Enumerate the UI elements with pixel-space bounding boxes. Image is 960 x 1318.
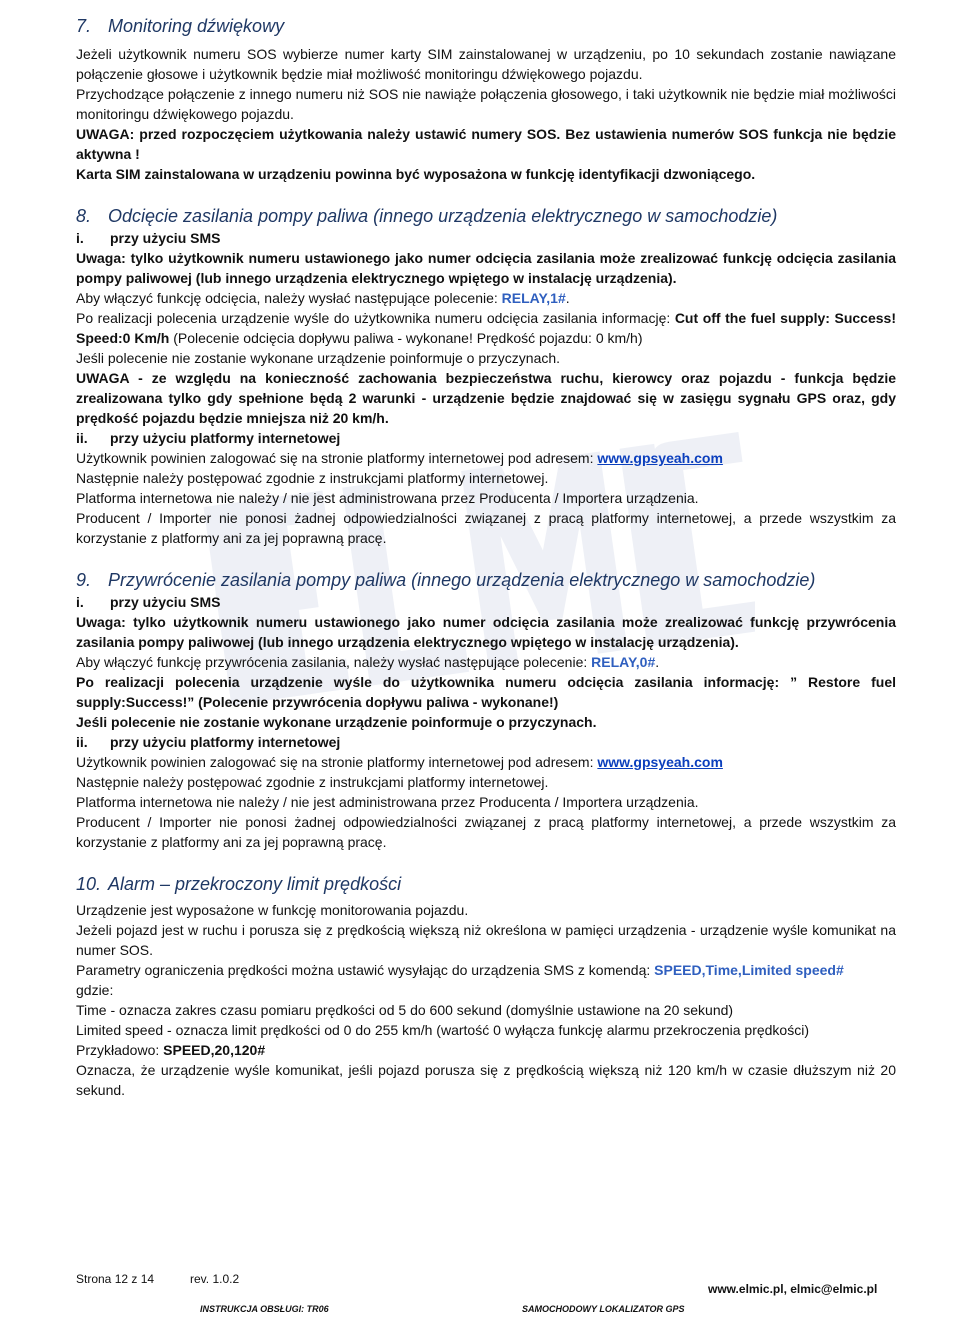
paragraph	[76, 960, 896, 980]
sms-command: RELAY,0#	[591, 654, 656, 670]
subheading-number: ii.	[76, 430, 88, 446]
punctuation: .	[655, 654, 660, 670]
revision: rev. 1.0.2	[190, 1272, 240, 1286]
sms-command: SPEED,Time,Limited speed#	[654, 962, 844, 978]
section-heading	[76, 204, 896, 228]
punctuation: .	[565, 290, 570, 306]
subheading-text: przy użyciu platformy internetowej	[110, 430, 341, 446]
paragraph: Jeśli polecenie nie zostanie wykonane urządzenie poinformuje o przyczynach.	[76, 350, 561, 366]
paragraph	[76, 448, 896, 468]
subheading	[76, 228, 896, 248]
paragraph: Jeżeli użytkownik numeru SOS wybierze numer karty SIM zainstalowanej w urządzeniu, po 10 sekundach zostanie nawiązane połączenie głosowe i użytkownik będzie miał możliwość monitoringu dźwiękowego pojazdu.	[76, 46, 896, 82]
warning-paragraph: Uwaga: tylko użytkownik numeru ustawionego jako numer odcięcia zasilania może zrealizować funkcję odcięcia zasilania pompy paliwowej (lub innego urządzenia elektrycznego wpiętego w instalację urządzenia).	[76, 250, 896, 286]
manual-title: INSTRUKCJA OBSŁUGI: TR06	[200, 1304, 329, 1314]
response-message: Po realizacji polecenia urządzenie wyśle do użytkownika numeru odcięcia zasilania informację: ” Restore fuel supply:Success!” (Polecenie przywrócenia dopływu paliwa - wykonane!)	[76, 674, 896, 710]
section-number: 10.	[76, 874, 102, 894]
paragraph	[76, 652, 896, 672]
paragraph: Jeśli polecenie nie zostanie wykonane urządzenie poinformuje o przyczynach.	[76, 714, 597, 730]
login-intro: Użytkownik powinien zalogować się na stronie platformy internetowej pod adresem:	[76, 450, 598, 466]
response-message: Cut off the fuel supply: Success! Speed:0 Km/h	[76, 310, 896, 346]
subheading-number: ii.	[76, 734, 88, 750]
warning-paragraph: Karta SIM zainstalowana w urządzeniu powinna być wyposażona w funkcję identyfikacji dzwoniącego.	[76, 166, 756, 182]
subheading	[76, 592, 896, 612]
safety-warning: UWAGA - ze względu na konieczność zachowania bezpieczeństwa ruchu, kierowcy oraz pojazdu - funkcja będzie zrealizowana tylko gdy spełnione będą 2 warunki - urządzenie będzie znajdować się w zasięgu sygnału GPS oraz, gdy prędkość pojazdu będzie mniejsza niż 20 km/h.	[76, 370, 896, 426]
paragraph: Platforma internetowa nie należy / nie jest administrowana przez Producenta / Importera urządzenia.	[76, 794, 699, 810]
paragraph: gdzie:	[76, 982, 114, 998]
platform-link[interactable]: www.gpsyeah.com	[597, 450, 723, 466]
response-intro: Po realizacji polecenia urządzenie wyśle do użytkownika numeru odcięcia zasilania informację:	[76, 310, 675, 326]
paragraph	[76, 288, 896, 308]
paragraph	[76, 308, 896, 348]
subheading	[76, 428, 896, 448]
command-intro: Aby włączyć funkcję odcięcia, należy wysłać następujące polecenie:	[76, 290, 502, 306]
page-number: Strona 12 z 14	[76, 1272, 155, 1286]
paragraph: Producent / Importer nie ponosi żadnej odpowiedzialności związanej z pracą platformy internetowej, a przede wszystkim za korzystanie z platformy ani za jej poprawną pracę.	[76, 510, 896, 546]
page-footer	[76, 1272, 896, 1312]
product-name: SAMOCHODOWY LOKALIZATOR GPS	[522, 1304, 685, 1314]
subheading-text: przy użyciu platformy internetowej	[110, 734, 341, 750]
warning-paragraph: Uwaga: tylko użytkownik numeru ustawionego jako numer odcięcia zasilania może zrealizować funkcję przywrócenia zasilania pompy paliwowej (lub innego urządzenia elektrycznego wpiętego w instalację urządzenia).	[76, 614, 896, 650]
section-heading	[76, 14, 896, 38]
login-intro: Użytkownik powinien zalogować się na stronie platformy internetowej pod adresem:	[76, 754, 598, 770]
section-number: 8.	[76, 206, 92, 226]
section-title: Monitoring dźwiękowy	[108, 16, 285, 36]
subheading-number: i.	[76, 594, 84, 610]
paragraph: Limited speed - oznacza limit prędkości od 0 do 255 km/h (wartość 0 wyłącza funkcję alarmu przekroczenia prędkości)	[76, 1022, 809, 1038]
command-intro: Parametry ograniczenia prędkości można ustawić wysyłając do urządzenia SMS z komendą:	[76, 962, 655, 978]
sms-command: RELAY,1#	[501, 290, 566, 306]
paragraph: Urządzenie jest wyposażone w funkcję monitorowania pojazdu.	[76, 902, 469, 918]
subheading-text: przy użyciu SMS	[110, 230, 221, 246]
response-translation: (Polecenie odcięcia dopływu paliwa - wykonane! Prędkość pojazdu: 0 km/h)	[169, 330, 643, 346]
section-number: 9.	[76, 570, 92, 590]
subheading-text: przy użyciu SMS	[110, 594, 221, 610]
paragraph	[76, 1040, 896, 1060]
paragraph	[76, 752, 896, 772]
paragraph: Time - oznacza zakres czasu pomiaru prędkości od 5 do 600 sekund (domyślnie ustawione na 20 sekund)	[76, 1002, 734, 1018]
paragraph: Następnie należy postępować zgodnie z instrukcjami platformy internetowej.	[76, 470, 549, 486]
platform-link[interactable]: www.gpsyeah.com	[597, 754, 723, 770]
paragraph: Jeżeli pojazd jest w ruchu i porusza się z prędkością większą niż określona w pamięci urządzenia - urządzenie wyśle komunikat na numer SOS.	[76, 922, 896, 958]
section-number: 7.	[76, 16, 92, 36]
paragraph: Oznacza, że urządzenie wyśle komunikat, jeśli pojazd porusza się z prędkością większą niż 120 km/h w czasie dłuższym niż 20 sekund.	[76, 1062, 896, 1098]
section-title: Przywrócenie zasilania pompy paliwa (innego urządzenia elektrycznego w samochodzie)	[108, 570, 816, 590]
example-intro: Przykładowo:	[76, 1042, 164, 1058]
paragraph: Przychodzące połączenie z innego numeru niż SOS nie nawiąże połączenia głosowego, i taki użytkownik nie będzie miał możliwości monitoringu dźwiękowego pojazdu.	[76, 86, 896, 122]
company-contact: www.elmic.pl, elmic@elmic.pl	[708, 1282, 878, 1296]
paragraph: Platforma internetowa nie należy / nie jest administrowana przez Producenta / Importera urządzenia.	[76, 490, 699, 506]
section-title: Odcięcie zasilania pompy paliwa (innego urządzenia elektrycznego w samochodzie)	[108, 206, 778, 226]
command-intro: Aby włączyć funkcję przywrócenia zasilania, należy wysłać następujące polecenie:	[76, 654, 592, 670]
example-command: SPEED,20,120#	[163, 1042, 266, 1058]
page-content	[76, 14, 896, 1100]
section-heading	[76, 568, 896, 592]
warning-paragraph: UWAGA: przed rozpoczęciem użytkowania należy ustawić numery SOS. Bez ustawienia numerów SOS funkcja nie będzie aktywna !	[76, 126, 896, 162]
section-title: Alarm – przekroczony limit prędkości	[108, 874, 402, 894]
paragraph: Producent / Importer nie ponosi żadnej odpowiedzialności związanej z pracą platformy internetowej, a przede wszystkim za korzystanie z platformy ani za jej poprawną pracę.	[76, 814, 896, 850]
paragraph: Następnie należy postępować zgodnie z instrukcjami platformy internetowej.	[76, 774, 549, 790]
section-heading	[76, 872, 896, 896]
subheading-number: i.	[76, 230, 84, 246]
subheading	[76, 732, 896, 752]
